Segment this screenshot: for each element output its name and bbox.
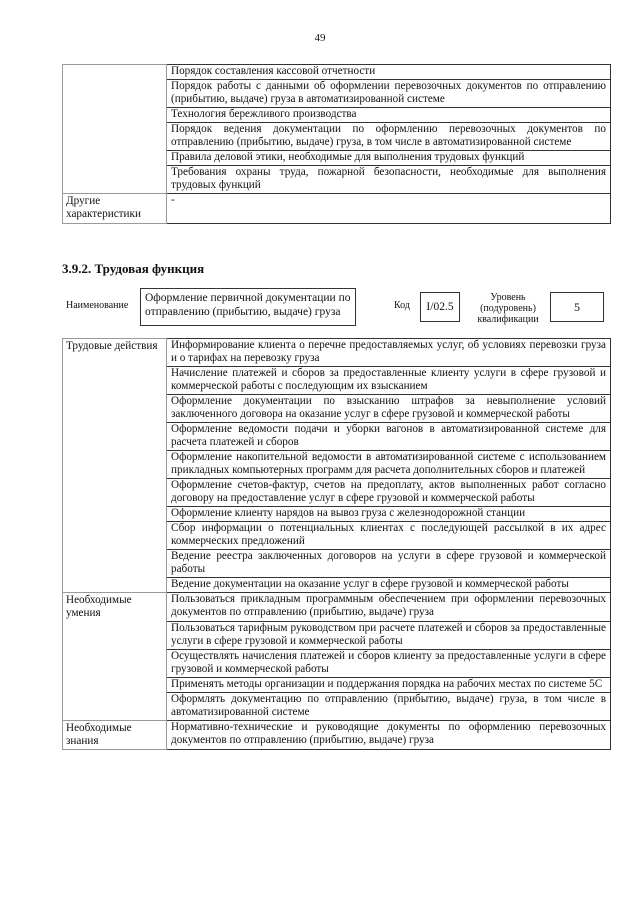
skill-row: Пользоваться прикладным программным обеспечением при оформлении перевозочных документов по отправлению (прибытию, выдаче) груза [167, 593, 611, 622]
level-label: Уровень (подуровень) квалификации [477, 292, 539, 325]
skills-label: Необходимые умения [63, 593, 167, 622]
action-row: Оформление клиенту нарядов на вывоз груза с железнодорожной станции [167, 507, 611, 522]
labor-function-table [62, 338, 611, 750]
knowledge-label: Необходимые знания [63, 720, 167, 749]
knowledge-row: Нормативно-технические и руководящие документы по оформлению перевозочных документов по отправлению (прибытию, выдаче) груза [167, 720, 611, 749]
knowledge-row: Правила деловой этики, необходимые для выполнения трудовых функций [167, 151, 611, 166]
page-number: 49 [314, 32, 326, 44]
knowledge-row: Порядок составления кассовой отчетности [167, 65, 611, 80]
labor-function-header [62, 286, 610, 328]
other-characteristics-label: Другие характеристики [63, 194, 167, 224]
level-box: 5 [550, 292, 604, 322]
function-name-box: Оформление первичной документации по отправлению (прибытию, выдаче) груза [140, 288, 356, 326]
action-row: Оформление ведомости подачи и уборки вагонов в автоматизированной системе для расчета платежей и сборов [167, 423, 611, 451]
name-label: Наименование [66, 300, 129, 311]
skill-row: Осуществлять начисления платежей и сборов клиенту за предоставленные услуги в сфере грузовой и коммерческой работы [167, 649, 611, 677]
knowledge-row: Порядок ведения документации по оформлению перевозочных документов по отправлению (прибытию, выдаче) груза, в том числе в автоматизированной системе [167, 123, 611, 151]
skill-row: Оформлять документацию по отправлению (прибытию, выдаче) груза, в том числе в автоматизированной системе [167, 692, 611, 720]
knowledge-row: Технология бережливого производства [167, 108, 611, 123]
knowledge-row: Порядок работы с данными об оформлении перевозочных документов по отправлению (прибытию, выдаче) груза в автоматизированной системе [167, 80, 611, 108]
section-heading: 3.9.2. Трудовая функция [62, 261, 205, 276]
action-row: Сбор информации о потенциальных клиентах с последующей рассылкой в их адрес коммерческих предложений [167, 522, 611, 550]
action-row: Ведение документации на оказание услуг в сфере грузовой и коммерческой работы [167, 578, 611, 593]
action-row: Ведение реестра заключенных договоров на услуги в сфере грузовой и коммерческой работы [167, 550, 611, 578]
code-label: Код [394, 300, 410, 311]
actions-label: Трудовые действия [63, 339, 167, 367]
knowledge-continuation-table [62, 64, 611, 224]
action-row: Начисление платежей и сборов за предоставленные клиенту услуги в сфере грузовой и коммерческой работы с последующим их взысканием [167, 367, 611, 395]
action-row: Информирование клиента о перечне предоставляемых услуг, об условиях перевозки груза и о тарифах на перевозку груза [167, 339, 611, 367]
knowledge-row: Требования охраны труда, пожарной безопасности, необходимые для выполнения трудовых функций [167, 166, 611, 194]
action-row: Оформление счетов-фактур, счетов на предоплату, актов выполненных работ согласно договору на предоставление услуг в сфере грузовой и коммерческой работы [167, 479, 611, 507]
skill-row: Пользоваться тарифным руководством при расчете платежей и сборов за предоставленные услуги в сфере грузовой и коммерческой работы [167, 621, 611, 649]
action-row: Оформление документации по взысканию штрафов за невыполнение условий заключенного договора на оказание услуг в сфере грузовой и коммерческой работы [167, 395, 611, 423]
skill-row: Применять методы организации и поддержания порядка на рабочих местах по системе 5С [167, 677, 611, 692]
other-characteristics-value: - [167, 194, 611, 224]
action-row: Оформление накопительной ведомости в автоматизированной системе с использованием прикладных компьютерных программ для расчета дополнительных сборов и платежей [167, 451, 611, 479]
code-box: I/02.5 [420, 292, 460, 322]
